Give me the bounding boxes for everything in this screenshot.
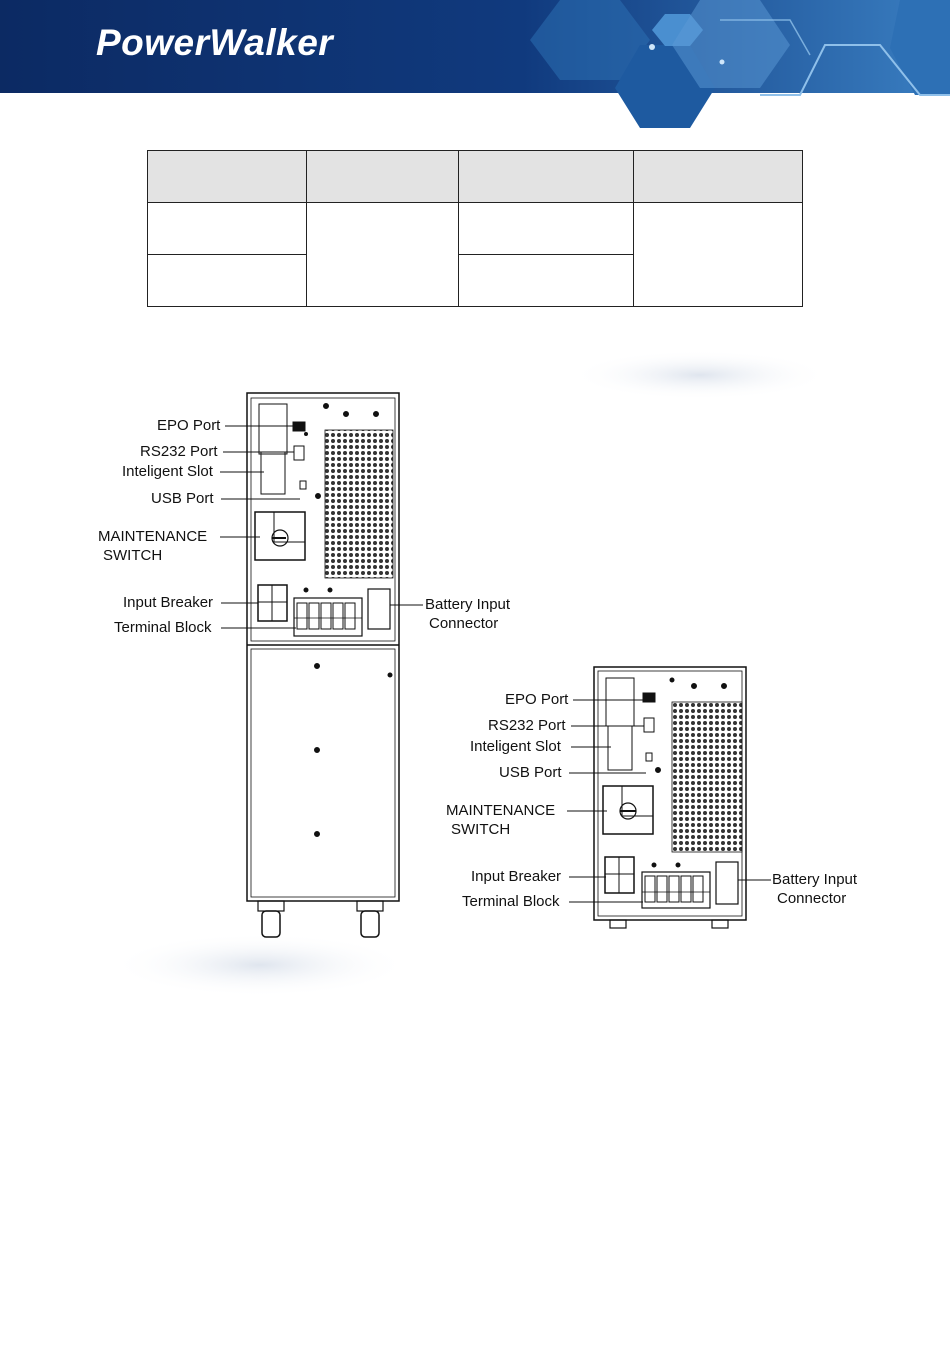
compact-label-usb-port: USB Port (499, 764, 562, 781)
tower-label-usb-port: USB Port (151, 490, 214, 507)
compact-label-epo-port: EPO Port (505, 691, 569, 708)
tower-label-connector: Connector (429, 615, 499, 632)
compact-label-terminal-block: Terminal Block (462, 893, 560, 910)
compact-label-rs232-port: RS232 Port (488, 717, 566, 734)
tower-label-rs232-port: RS232 Port (140, 443, 218, 460)
tower-label-input-breaker: Input Breaker (123, 594, 214, 611)
tower-unit (247, 393, 399, 937)
compact-label-battery-input: Battery Input (772, 871, 858, 888)
compact-label-intelligent-slot: Inteligent Slot (470, 738, 561, 755)
bg-swoosh (110, 933, 410, 997)
compact-label-switch: SWITCH (451, 821, 511, 838)
tower-label-epo-port: EPO Port (157, 417, 221, 434)
compact-label-maintenance: MAINTENANCE (446, 802, 556, 819)
vent-grille (325, 430, 393, 578)
tower-label-intelligent-slot: Inteligent Slot (122, 463, 213, 480)
brand-logo: PowerWalker (96, 22, 334, 63)
tower-label-maintenance: MAINTENANCE (98, 528, 208, 545)
vent-grille (672, 702, 742, 852)
tower-label-battery-input: Battery Input (425, 596, 511, 613)
compact-unit (594, 667, 746, 928)
tower-label-terminal-block: Terminal Block (114, 619, 212, 636)
compact-label-connector: Connector (777, 890, 847, 907)
bg-swoosh (570, 350, 830, 400)
tower-label-switch: SWITCH (103, 547, 163, 564)
compact-label-input-breaker: Input Breaker (471, 868, 562, 885)
